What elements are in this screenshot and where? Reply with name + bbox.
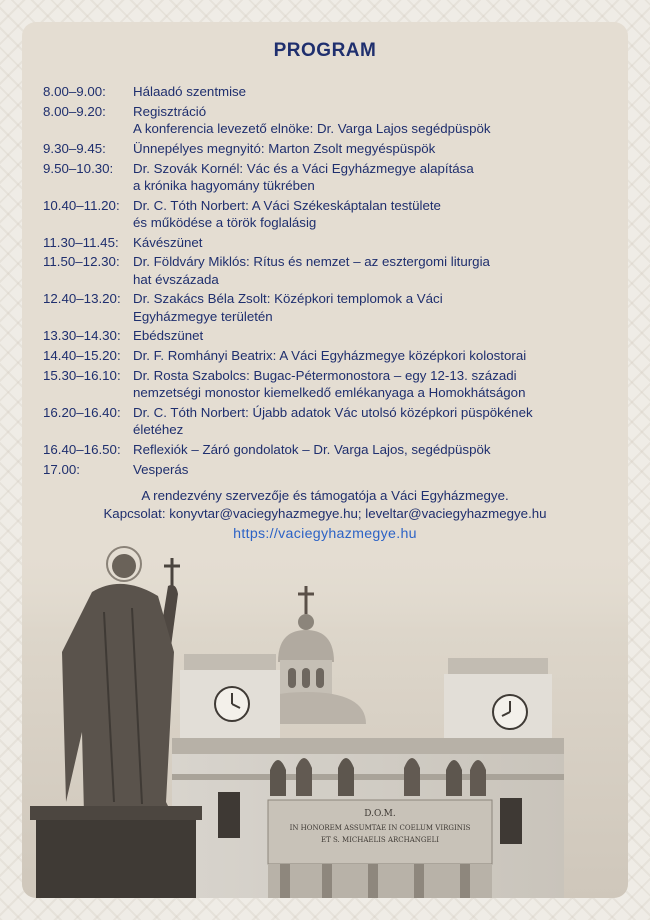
schedule-description (133, 253, 623, 287)
schedule-line: Dr. Földváry Miklós: Rítus és nemzet – az esztergomi liturgia (133, 254, 490, 270)
schedule-time: 13.30–14.30: (43, 328, 121, 344)
inscription-line-1: D.O.M. (364, 809, 396, 819)
schedule-description (133, 160, 623, 194)
schedule-line: a krónika hagyomány tükrében (133, 177, 315, 193)
page-title: PROGRAM (273, 40, 377, 61)
schedule-line: Dr. C. Tóth Norbert: Újabb adatok Vác utolsó középkori püspökének (133, 404, 533, 420)
left-tower (180, 654, 280, 740)
schedule-line: Egyházmegye területén (133, 308, 273, 324)
right-tower (444, 658, 552, 744)
schedule-line: életéhez (133, 422, 184, 438)
schedule-row (43, 160, 623, 194)
schedule-line: Reflexiók – Záró gondolatok – Dr. Varga Lajos, segédpüspök (133, 441, 491, 457)
schedule-time: 10.40–11.20: (43, 197, 120, 213)
schedule-row (43, 140, 623, 157)
schedule-time: 9.30–9.45: (43, 140, 106, 156)
schedule-description (133, 103, 623, 137)
schedule-description (133, 290, 623, 324)
schedule-time: 14.40–15.20: (43, 348, 121, 364)
schedule-time: 8.00–9.20: (43, 103, 106, 119)
schedule-line: Vesperás (133, 461, 189, 477)
organizer-text: A rendezvény szervezője és támogatója a Váci Egyházmegye. (141, 488, 509, 503)
schedule-line: Dr. Rosta Szabolcs: Bugac-Pétermonostora – egy 12-13. századi (133, 367, 517, 383)
schedule-line: Ünnepélyes megnyitó: Marton Zsolt megyéspüspök (133, 140, 436, 156)
facade (172, 738, 564, 898)
schedule-row (43, 103, 623, 137)
schedule-row (43, 83, 623, 100)
schedule-line: Kávészünet (133, 234, 203, 250)
schedule-time: 12.40–13.20: (43, 291, 121, 307)
schedule-description (133, 461, 623, 478)
schedule-line: nemzetségi monostor kiemelkedő emlékanyaga a Homokhátságon (133, 385, 526, 401)
schedule-row (43, 441, 623, 458)
cathedral-photo (22, 502, 628, 898)
schedule-time: 15.30–16.10: (43, 367, 121, 383)
website-link[interactable]: https://vaciegyhazmegye.hu (233, 526, 417, 542)
schedule-line: Dr. F. Romhányi Beatrix: A Váci Egyházmegye középkori kolostorai (133, 348, 527, 364)
schedule-time: 9.50–10.30: (43, 160, 114, 176)
schedule-time: 8.00–9.00: (43, 84, 106, 99)
schedule-time: 16.20–16.40: (43, 404, 121, 420)
program-card (22, 22, 628, 898)
schedule-line: Dr. Szakács Béla Zsolt: Középkori templomok a Váci (133, 291, 443, 307)
schedule-row (43, 253, 623, 287)
schedule-time: 17.00: (43, 461, 80, 477)
schedule-line: Regisztráció (133, 103, 207, 119)
schedule-description (133, 367, 623, 401)
contact-text[interactable]: Kapcsolat: konyvtar@vaciegyhazmegye.hu; leveltar@vaciegyhazmegye.hu (103, 505, 547, 521)
schedule-row (43, 367, 623, 401)
inscription-line-2: IN HONOREM ASSUMTAE IN COELUM VIRGINIS (289, 824, 471, 832)
schedule-line: A konferencia levezető elnöke: Dr. Varga Lajos segédpüspök (133, 121, 491, 136)
schedule-time: 16.40–16.50: (43, 441, 121, 457)
schedule-row (43, 347, 623, 364)
schedule-line: Hálaadó szentmise (133, 84, 247, 99)
schedule-time: 11.50–12.30: (43, 254, 120, 270)
schedule-description (133, 234, 623, 251)
schedule-line: Dr. Szovák Kornél: Vác és a Váci Egyházmegye alapítása (133, 160, 474, 176)
schedule-description (133, 327, 623, 344)
schedule-description (133, 83, 623, 100)
schedule-row (43, 197, 623, 231)
schedule-row (43, 234, 623, 251)
schedule-description (133, 404, 623, 438)
schedule-row (43, 461, 623, 478)
schedule-line: és működése a török foglalásig (133, 214, 317, 230)
schedule-description (133, 140, 623, 157)
schedule-description (133, 347, 623, 364)
schedule-line: Dr. C. Tóth Norbert: A Váci Székeskáptalan testülete (133, 197, 441, 213)
schedule-line: hat évszázada (133, 271, 219, 287)
schedule-description (133, 197, 623, 231)
schedule-row (43, 404, 623, 438)
schedule-row (43, 290, 623, 324)
schedule-line: Ebédszünet (133, 328, 204, 344)
schedule-description (133, 441, 623, 458)
schedule-time: 11.30–11.45: (43, 234, 119, 250)
schedule-row (43, 327, 623, 344)
inscription-line-3: ET S. MICHAELIS ARCHANGELI (320, 836, 440, 844)
program-schedule (43, 83, 623, 481)
